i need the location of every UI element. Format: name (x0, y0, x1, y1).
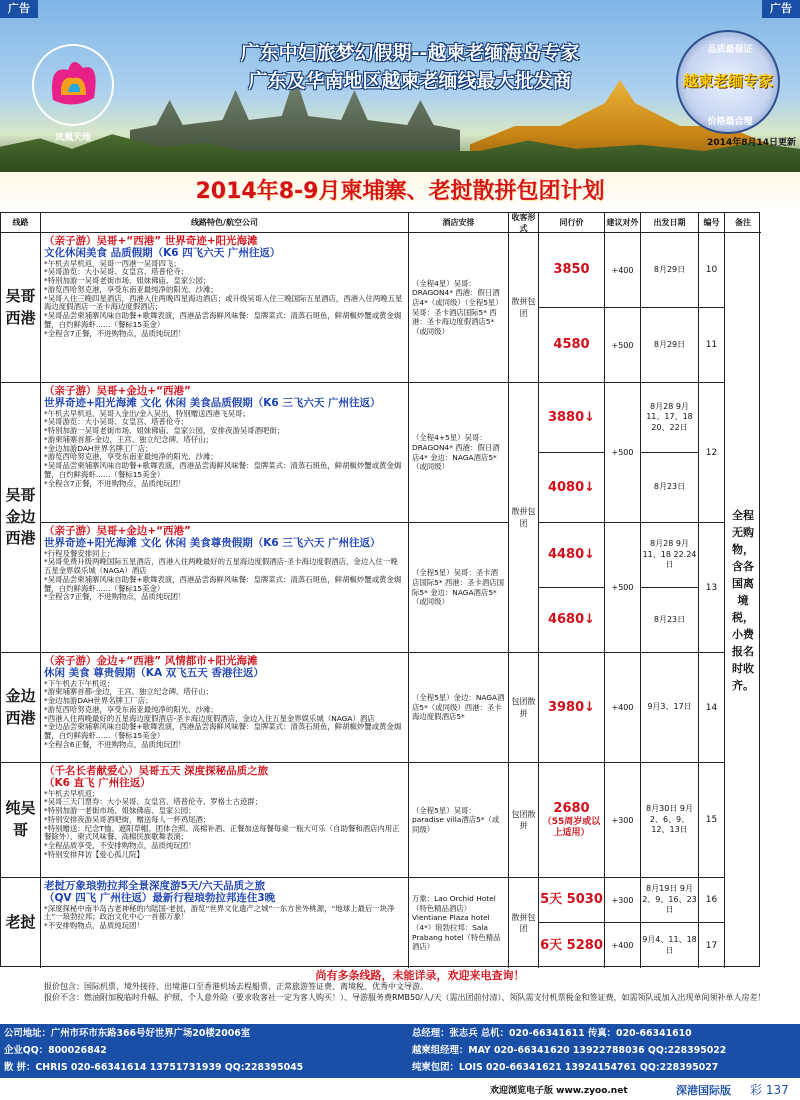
badge-top-text: 品质最保证 (707, 45, 753, 55)
route-1-item: *金边加游DAH世界名牌工厂店； (44, 443, 153, 453)
ad-label-right: 广告 (762, 0, 800, 18)
website-link[interactable]: 欢迎浏览电子版 www.zyoo.net (490, 1086, 628, 1096)
route-4-item: *特别加游一老街市场、姐妹佛庙、皇家公园； (44, 806, 196, 816)
route-3-item: *金边品尝柬埔寨风味自助餐+歌舞表演，西港品尝海鲜风味餐：皇牌菜式：清蒸石斑鱼，鲜胡椒炒蟹或黄金焗蟹，白灼鲜海虾……（餐标15美金） (44, 722, 402, 741)
header-title-2: 广东及华南地区越柬老缅线最大批发商 (248, 70, 572, 92)
route-0-price-0: 3850 (539, 233, 605, 308)
sanpin-contact: 散 拼：CHRIS 020-66341614 13751731939 QQ:228395045 (4, 1062, 304, 1073)
more-routes-note: 尚有多条线路，未能详录，欢迎来电查询！ (315, 969, 525, 982)
route-0-item: *吴哥游览：大小吴哥、女皇宫、塔普伦寺； (44, 267, 189, 277)
route-3-item: *游柬埔寨首都-金边，王宫、独立纪念碑、塔仔山； (44, 687, 213, 697)
route-0-item: *特别加游一吴哥老街市场、姐妹佛庙、皇家公园； (44, 276, 211, 286)
route-5-line: 老挝 (1, 878, 41, 968)
route-1-suggest-0: +500 (605, 383, 641, 523)
route-0-price-1: 4580 (539, 308, 605, 383)
col-date: 出发日期 (641, 213, 699, 233)
route-2-feature (41, 523, 409, 653)
route-1-item: *游柬埔寨首都-金边，王宫、独立纪念碑、塔仔山； (44, 434, 213, 444)
route-3-title-1: （亲子游）金边+“西港” 风情都市+阳光海滩 (44, 655, 258, 667)
route-0-date-1: 8月29日 (641, 308, 699, 383)
route-3-item: *西港入住两晚最好的五星海边度假酒店-圣卡海边度假酒店，金边入住五星金界娱乐城（NAGA）酒店 (44, 713, 375, 723)
route-2-suggest-0: +500 (605, 523, 641, 653)
route-0-feature (41, 233, 409, 383)
route-1-item: *游览西哈努克港，享受东南亚最纯净的阳光、沙滩； (44, 452, 218, 462)
route-4-hotel: （全程5星）吴哥：paradise villa酒店5*（或同级） (409, 763, 509, 878)
ad-label-left: 广告 (0, 0, 38, 18)
quality-badge (676, 30, 780, 134)
route-2-price-0: 4480↓ (539, 523, 605, 588)
col-remark: 备注 (725, 213, 761, 233)
route-3-hotel: （全程5星）金边：NAGA酒店5*（或同级）西港：圣卡海边度假酒店5* (409, 653, 509, 763)
route-1-title-1: （亲子游）吴哥+金边+“西港” (44, 385, 191, 397)
header-banner (0, 0, 800, 172)
route-4-item: *特别安排夜游吴哥酒吧街，赠送每人一杯鸡尾酒； (44, 814, 211, 824)
route-4-feature (41, 763, 409, 878)
page-number: 彩 137 (750, 1083, 789, 1097)
route-4-price-value: 2680 (553, 801, 590, 817)
col-feature: 线路特色/航空公司 (41, 213, 409, 233)
price-exclude: 报价不含：燃油附加税临时升幅、护照、个人意外险（要求收客社一定为客人购买！）、导游服务费RMB50/人/天（需出团前付清）、领队需支付机票税金和签证费，如需领队或加入出现单间须补单人房差！ (44, 992, 766, 1002)
col-suggest: 建议对外 (605, 213, 641, 233)
route-1-form: 散拼包团 (509, 383, 539, 653)
route-2-item: *全程含7正餐，不进购物点，品质纯玩团！ (44, 592, 186, 602)
route-0-item: *全程含7正餐，不进购物点，品质纯玩团！ (44, 328, 186, 338)
route-3-suggest-0: +400 (605, 653, 641, 763)
col-hotel: 酒店安排 (409, 213, 509, 233)
route-2-title-1: （亲子游）吴哥+金边+“西港” (44, 525, 191, 537)
col-no: 编号 (699, 213, 725, 233)
phoenix-logo-icon (28, 40, 118, 130)
route-3-item: *游览西哈努克港，享受东南亚最纯净的阳光、沙滩； (44, 704, 218, 714)
route-0-date-0: 8月29日 (641, 233, 699, 308)
vietnam-manager: 越柬组经理：MAY 020-66341620 13922788036 QQ:228395022 (412, 1045, 727, 1056)
route-3-form: 包团散拼 (509, 653, 539, 763)
route-3-item: *全程含6正餐，不进购物点，品质纯玩团！ (44, 739, 186, 749)
route-2-date-0: 8月28 9月11、18 22.24日 (641, 523, 699, 588)
route-5-item: *不安排购物点，品质纯玩团！ (44, 921, 144, 931)
badge-main-text: 越柬老缅专家 (682, 72, 773, 90)
route-4-item: *吴哥三天门票券：大小吴哥、女皇宫、塔普伦寺、罗格士古迹群； (44, 797, 263, 807)
route-0-form: 散拼包团 (509, 233, 539, 383)
route-table (0, 212, 760, 967)
route-1-item: *特别加游一吴哥老街市场、姐妹佛庙、皇家公园，安排夜游吴哥酒吧街； (44, 426, 285, 436)
company-qq: 企业QQ：800026842 (4, 1045, 107, 1056)
logo-text: 凤凰天地 (54, 133, 91, 143)
price-terms (40, 982, 800, 1024)
route-1-no-0: 12 (699, 383, 725, 523)
route-0-item: *游览西哈努克港，享受东南亚最纯净的阳光、沙滩； (44, 284, 218, 294)
contact-footer (0, 1024, 800, 1078)
route-4-no-0: 15 (699, 763, 725, 878)
route-3-item: *金边加游DAH世界名牌工厂店； (44, 696, 153, 706)
route-3-line: 金边西港 (1, 653, 41, 763)
price-include: 报价包含：国际机票、境外接待、出境港口至香港机场去程船票、正常旅游签证费、离境税、优秀中文导游。 (44, 982, 428, 991)
col-line: 线路 (1, 213, 41, 233)
route-4-date-0: 8月30日 9月2、6、9、12、13日 (641, 763, 699, 878)
route-0-line: 吴哥西港 (1, 233, 41, 383)
route-1-item: *吴哥游览：大小吴哥、女皇宫、塔普伦寺； (44, 417, 189, 427)
col-form: 收客形式 (509, 213, 539, 233)
route-5-feature (41, 878, 409, 968)
route-4-item: *全程品质享受，不安排购物点，品质纯玩团！ (44, 841, 196, 851)
route-0-title-2: 文化休闲美食 品质假期（K6 四飞六天 广州往返） (44, 247, 281, 260)
route-0-item: *吴哥入住三晚四星酒店，西港入住两晚四星海边酒店；或升级吴哥入住三晚国际五星酒店，西港入住两晚五星海边度假酒店一圣卡海边度假酒店； (44, 293, 403, 312)
header-title-1: 广东中妇旅梦幻假期--越柬老缅海岛专家 (240, 42, 580, 64)
route-1-date-1: 8月23日 (641, 453, 699, 523)
route-5-hotel: 万象：Lao Orchid Hotel（特色精品酒店）Vientiane Plaza hotel（4*）琅勃拉邦：Sala Prabang hotel（特色精品酒店） (409, 878, 509, 968)
route-5-title-1: 老挝万象琅勃拉邦全景深度游5天/六天品质之旅 (44, 880, 266, 892)
route-3-feature (41, 653, 409, 763)
route-4-item: *午机去早机返； (44, 788, 100, 798)
route-0-item: *午机去早机返，吴哥一西港一吴哥四飞； (44, 258, 181, 268)
route-1-item: *午机去早机返，吴哥入金出/金入吴出，特别赠送西港飞吴哥； (44, 408, 250, 418)
edition-label: 深港国际版 (676, 1084, 731, 1097)
route-4-price-0 (539, 763, 605, 878)
route-3-no-0: 14 (699, 653, 725, 763)
route-0-hotel: （全程4星）吴哥：DRAGON4* 西港：假日酒店4*（或同级）（全程5星）吴哥：圣卡酒店国际5* 西港：圣卡海边度假酒店5*（或同级） (409, 233, 509, 383)
route-5-form: 散拼包团 (509, 878, 539, 968)
route-5-item: *深度探秘中南半岛古老神秘的内陆国-老挝，游览“世界文化遗产之城”一东方世外桃源，“地球上最后一块净土”一琅勃拉邦；政治文化中心一首都万象！ (44, 903, 395, 922)
route-5-no-1: 17 (699, 923, 725, 968)
route-1-date-0: 8月28 9月11、17、18 20、22日 (641, 383, 699, 453)
route-2-title-2: 世界奇迹+阳光海滩 文化 休闲 美食尊贵假期（K6 三飞六天 广州往返） (44, 537, 381, 550)
route-1-item: *吴哥品尝柬埔寨风味自助餐+歌舞表演，西港品尝海鲜风味餐：皇牌菜式：清蒸石斑鱼，鲜胡椒炒蟹或黄金焗蟹，白灼鲜海虾……（餐标15美金） (44, 461, 402, 479)
route-1-feature (41, 383, 409, 523)
group-contact: 纯柬包团：LOIS 020-66341621 13924154761 QQ:228395027 (412, 1062, 719, 1073)
route-2-no-0: 13 (699, 523, 725, 653)
route-4-item: *特别赠送：纪念T恤、遮阳草帽、团体合照、高棉补酒、正餐加送每餐每桌一瓶大可乐（自助餐和酒店内用正餐除外）、柬式风味餐、高棉民族歌舞表演； (44, 823, 400, 842)
route-4-title-2: （K6 直飞 广州往返） (44, 777, 151, 790)
plan-title: 2014年8-9月柬埔寨、老挝散拼包团计划 (0, 172, 800, 212)
route-5-date-1: 9月4、11、18日 (641, 923, 699, 968)
route-1-line: 吴哥金边西港 (1, 383, 41, 653)
route-4-suggest-0: +300 (605, 763, 641, 878)
route-5-no-0: 16 (699, 878, 725, 923)
route-4-price-note: （55周岁或以上适用） (542, 817, 601, 838)
route-5-date-0: 8月19日 9月2、9、16、23日 (641, 878, 699, 923)
route-5-suggest-0: +300 (605, 878, 641, 923)
route-1-item: *全程含7正餐，不进购物点，品质纯玩团！ (44, 478, 186, 488)
route-5-price-1: 6天 5280 (539, 923, 605, 968)
route-4-form: 包团散拼 (509, 763, 539, 878)
route-1-title-2: 世界奇迹+阳光海滩 文化 休闲 美食品质假期（K6 三飞六天 广州往返） (44, 397, 381, 410)
route-0-suggest-1: +500 (605, 308, 641, 383)
route-2-hotel: （全程5星）吴哥：圣卡酒店国际5* 西港：圣卡酒店国际5* 金边：NAGA酒店5*（或同级） (409, 523, 509, 653)
route-3-title-2: 休闲 美食 尊贵假期（KA 双飞五天 香港往返） (44, 667, 264, 680)
badge-bottom-text: 价格最合理 (707, 117, 753, 127)
route-2-item: *行程及餐安排同上； (44, 548, 115, 558)
route-1-price-1: 4080↓ (539, 453, 605, 523)
route-5-title-2: （QV 四飞 广州往返）最新行程琅勃拉邦连住3晚 (44, 892, 276, 905)
route-5-suggest-1: +400 (605, 923, 641, 968)
route-0-no-0: 10 (699, 233, 725, 308)
general-manager: 总经理：张志兵 总机：020-66341611 传真：020-66341610 (412, 1028, 692, 1039)
route-2-item: *吴哥品尝柬埔寨风味自助餐+歌舞表演，西港品尝海鲜风味餐：皇牌菜式：清蒸石斑鱼，鲜胡椒炒蟹或黄金焗蟹，白灼鲜海虾……（餐标15美金） (44, 574, 402, 593)
route-1-price-0: 3880↓ (539, 383, 605, 453)
route-4-item: *特别安排拜访【爱心孤儿院】 (44, 849, 144, 859)
route-0-suggest-0: +400 (605, 233, 641, 308)
col-price: 同行价 (539, 213, 605, 233)
route-3-price-0: 3980↓ (539, 653, 605, 763)
route-5-price-0: 5天 5030 (539, 878, 605, 923)
route-2-price-1: 4680↓ (539, 588, 605, 653)
route-3-item: *下午机去下午机返； (44, 678, 115, 688)
route-0-no-1: 11 (699, 308, 725, 383)
route-2-date-1: 8月23日 (641, 588, 699, 653)
route-4-line: 纯吴哥 (1, 763, 41, 878)
route-1-hotel: （全程4+5星）吴哥：DRAGON4* 西港：假日酒店4* 金边：NAGA酒店5*（或同级） (409, 383, 509, 523)
route-0-title-1: （亲子游）吴哥+“西港” 世界奇迹+阳光海滩 (44, 235, 258, 247)
route-2-item: *吴哥免费升级两晚国际五星酒店，西港入住两晚最好的五星海边度假酒店-圣卡海边度假酒店，金边入住一晚五星金界娱乐城（NAGA）酒店 (44, 557, 398, 576)
route-4-title-1: （千名长者献爱心）吴哥五天 深度探秘品质之旅 (44, 765, 269, 777)
page-bottom-bar (0, 1078, 800, 1100)
route-3-date-0: 9月3、17日 (641, 653, 699, 763)
update-date: 2014年8月14日更新 (707, 138, 796, 148)
company-address: 公司地址：广州市环市东路366号好世界广场20楼2006室 (4, 1028, 251, 1039)
remark-cell: 全程无购物，含各国离境税，小费报名时收齐。 (732, 508, 754, 693)
route-0-item: *吴哥品尝柬埔寨风味自助餐+歌舞表演，西港品尝海鲜风味餐：皇牌菜式：清蒸石斑鱼，鲜胡椒炒蟹或黄金焗蟹，白灼鲜海虾……（餐标15美金） (44, 311, 402, 329)
